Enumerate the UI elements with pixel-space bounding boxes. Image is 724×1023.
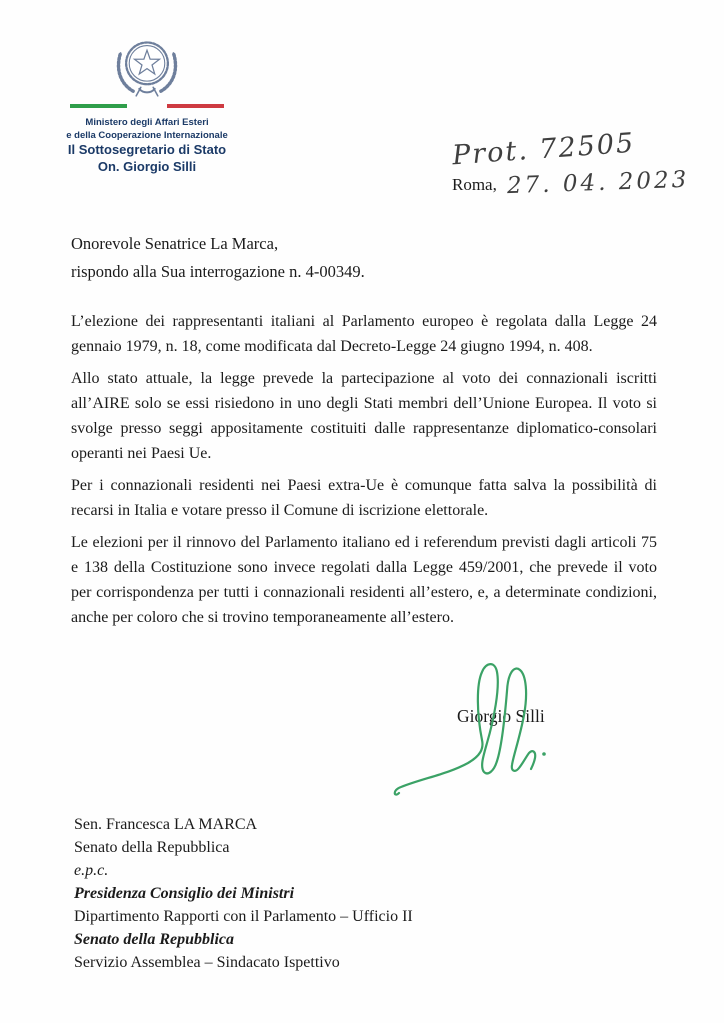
recipient-line-4: Presidenza Consiglio dei Ministri — [74, 885, 295, 902]
body-paragraph-2: Allo stato attuale, la legge prevede la partecipazione al voto dei connazionali iscritti all’AIRE solo se essi risiedono in uno degli Stati membri dell’Unione Europea. Il voto si svolge presso seggi appositamente costituiti dalle rappresentanze diplomatico-consolari operanti nei Paesi Ue. — [71, 370, 657, 462]
flag-bars — [70, 104, 224, 109]
letterhead — [64, 34, 230, 175]
signature-icon — [392, 657, 572, 803]
date-line — [452, 166, 690, 200]
recipient-line-6: Senato della Repubblica — [74, 931, 234, 948]
body-paragraph-3: Per i connazionali residenti nei Paesi extra-Ue è comunque fatta salva la possibilità di recarsi in Italia e votare presso il Comune di iscrizione elettorale. — [71, 477, 657, 519]
salutation-line2: rispondo alla Sua interrogazione n. 4-00349. — [71, 262, 365, 281]
republic-emblem-icon — [108, 34, 186, 102]
ministry-name-line1: Ministero degli Affari Esteri — [85, 117, 209, 128]
recipient-line-3: e.p.c. — [74, 862, 109, 879]
place-label: Roma, — [452, 175, 497, 194]
letter-body — [71, 309, 657, 637]
office-holder: On. Giorgio Silli — [97, 158, 197, 174]
recipient-line-2: Senato della Repubblica — [74, 839, 230, 856]
recipient-line-5: Dipartimento Rapporti con il Parlamento – Ufficio II — [74, 908, 413, 925]
recipients-block — [74, 813, 413, 974]
body-paragraph-4: Le elezioni per il rinnovo del Parlamento italiano ed i referendum previsti dagli articoli 75 e 138 della Costituzione sono invece regolati dalla Legge 459/2001, che prevede il voto per corrispondenza per tutti i connazionali residenti all’estero, e, a determinate condizioni, anche per coloro che si trovino temporaneamente all’estero. — [71, 534, 657, 626]
handwritten-protocol-number: Prot. 72505 — [451, 127, 637, 172]
ministry-name-line2: e della Cooperazione Internazionale — [66, 129, 228, 141]
recipient-line-1: Sen. Francesca LA MARCA — [74, 816, 258, 833]
office-title: Il Sottosegretario di Stato — [67, 142, 227, 157]
recipient-line-7: Servizio Assemblea – Sindacato Ispettivo — [74, 954, 340, 971]
body-paragraph-1: L’elezione dei rappresentanti italiani al Parlamento europeo è regolata dalla Legge 24 gennaio 1979, n. 18, come modificata dal Decreto-Legge 24 giugno 1994, n. 408. — [71, 313, 657, 355]
salutation-line1: Onorevole Senatrice La Marca, — [71, 234, 279, 253]
flag-red-bar — [167, 104, 224, 108]
salutation — [71, 231, 365, 287]
signatory-name: Giorgio Silli — [457, 706, 545, 726]
handwritten-date: 27. 04. 2023 — [506, 166, 690, 200]
flag-green-bar — [70, 104, 127, 108]
